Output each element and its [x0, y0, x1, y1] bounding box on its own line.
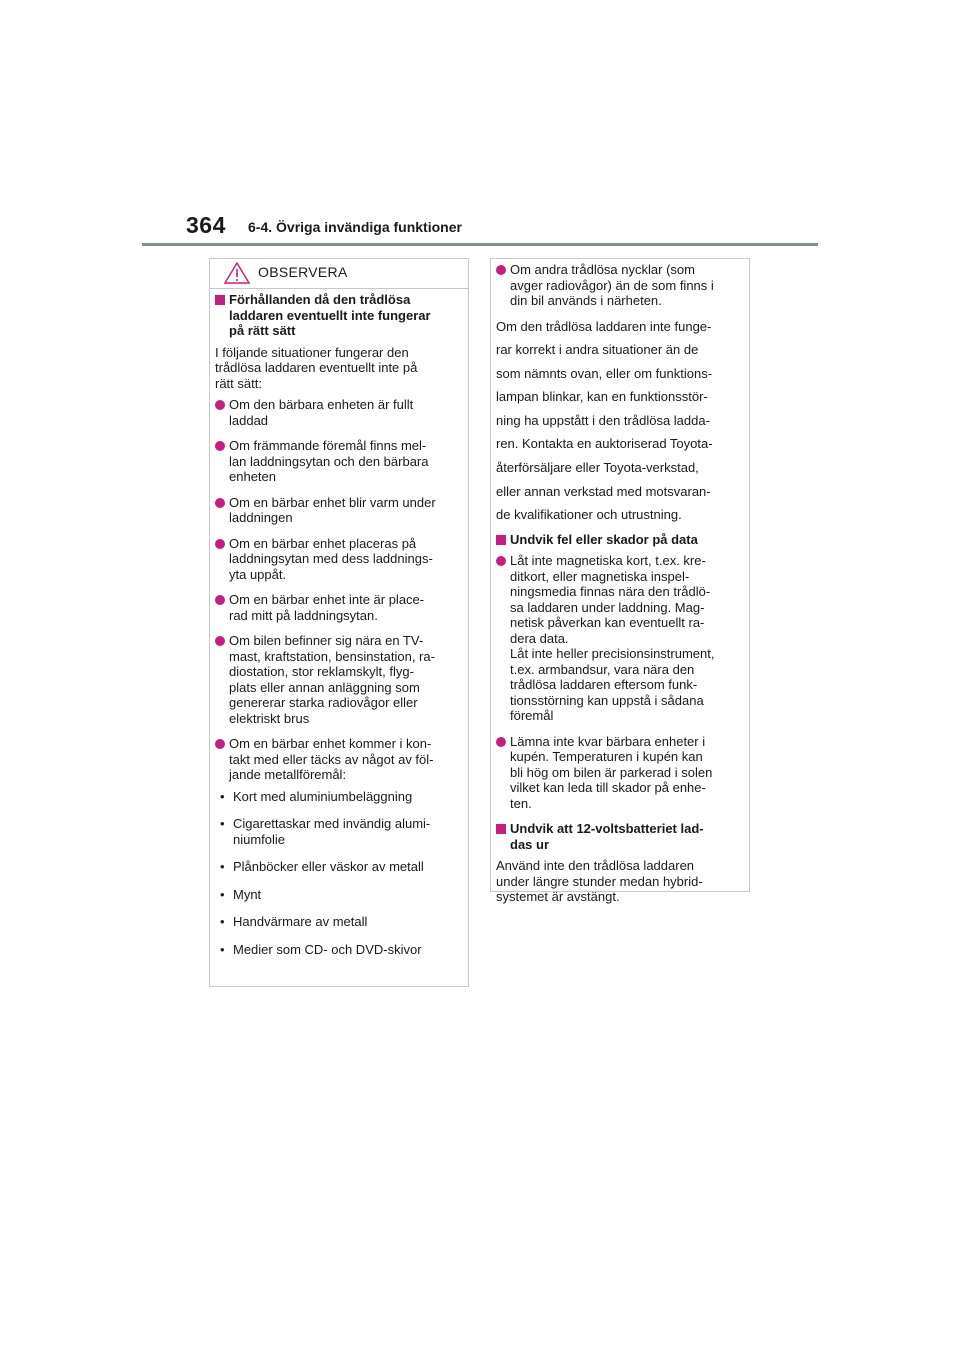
round-bullet-icon — [215, 441, 225, 451]
sub-bullet-mark: • — [220, 859, 225, 874]
list-item — [215, 592, 460, 623]
sub-bullet-mark: • — [220, 941, 225, 957]
sub-bullet-mark: • — [220, 886, 225, 902]
round-bullet-icon — [215, 498, 225, 508]
round-bullet-icon — [496, 737, 506, 747]
sub-list-item-text: Mynt — [233, 886, 262, 902]
notice-box-right — [490, 258, 750, 905]
sub-bullet-mark: • — [220, 788, 225, 804]
section-title: 6-4. Övriga invändiga funktioner — [248, 219, 462, 235]
round-bullet-icon — [215, 539, 225, 549]
sub-list-item-text: Kort med aluminiumbeläggning — [233, 788, 413, 804]
notice-box-left — [209, 258, 469, 987]
list-item — [496, 734, 741, 812]
page-number: 364 — [186, 212, 226, 238]
sub-list-item-text: Cigarettaskar med invändig alumi- niumfolie — [233, 816, 431, 847]
sub-list-item-text: Medier som CD- och DVD-skivor — [233, 941, 422, 957]
header-rule — [142, 243, 818, 246]
sub-list-item — [215, 859, 460, 875]
list-item — [215, 397, 460, 428]
section-heading — [496, 821, 741, 852]
round-bullet-icon — [215, 595, 225, 605]
sub-bullet-mark: • — [220, 816, 225, 831]
list-item — [215, 633, 460, 726]
sub-list-item — [215, 887, 460, 903]
square-bullet-icon — [215, 295, 225, 305]
list-item-text: Om främmande föremål finns mel- lan laddningsytan och den bärbara enheten — [229, 438, 429, 484]
sub-list-item — [215, 942, 460, 958]
round-bullet-icon — [215, 636, 225, 646]
paragraph: Om den trådlösa laddaren inte funge- rar korrekt i andra situationer än de som nämnts ovan, eller om funktions- lampan blinkar, kan en funktionsstör- ning ha uppstått i den trådlösa ladda- ren. Kontakta en auktoriserad Toyota- återförsäljare eller Toyota-verkstad, eller annan verkstad med motsvaran- de kvalifikationer och utrustning. — [496, 318, 713, 523]
list-item-text: Lämna inte kvar bärbara enheter i kupén. Temperaturen i kupén kan bli hög om bilen är parkerad i solen vilket kan leda till skador på enhe- ten. — [510, 733, 713, 811]
list-item — [496, 262, 741, 309]
list-item — [215, 536, 460, 583]
list-item-text: Om den bärbara enheten är fullt laddad — [229, 397, 414, 428]
list-item-text: Om en bärbar enhet blir varm under laddningen — [229, 494, 436, 525]
intro-paragraph: I följande situationer fungerar den trådlösa laddaren eventuellt inte på rätt sätt: — [215, 344, 418, 391]
list-item — [215, 495, 460, 526]
round-bullet-icon — [496, 556, 506, 566]
sub-list-item-text: Handvärmare av metall — [233, 914, 368, 929]
round-bullet-icon — [215, 739, 225, 749]
heading-text: Förhållanden då den trådlösa laddaren eventuellt inte fungerar på rätt sätt — [229, 292, 431, 338]
square-bullet-icon — [496, 824, 506, 834]
section-heading — [496, 532, 741, 548]
notice-header — [210, 259, 468, 289]
sub-bullet-mark: • — [220, 914, 225, 929]
sub-list-item — [215, 816, 460, 847]
heading-text: Undvik att 12-voltsbatteriet lad- das ur — [510, 821, 704, 852]
warning-triangle-icon — [224, 262, 250, 284]
sub-list-item — [215, 789, 460, 805]
list-item-text: Om en bärbar enhet kommer i kon- takt med eller täcks av något av föl- jande metallföremål: — [229, 736, 434, 782]
list-item-text: Om en bärbar enhet placeras på laddningsytan med dess laddnings- yta uppåt. — [229, 535, 433, 582]
list-item-text: Om bilen befinner sig nära en TV- mast, kraftstation, bensinstation, ra- diostation, stor reklamskylt, flyg- plats eller annan anläggning som genererar starka radiovågor eller elektriskt brus — [229, 633, 435, 726]
list-item — [496, 553, 741, 724]
sub-list-item-text: Plånböcker eller väskor av metall — [233, 859, 424, 874]
sub-list-item — [215, 914, 460, 930]
section-heading — [215, 292, 460, 339]
list-item — [215, 736, 460, 783]
list-item-text: Låt inte magnetiska kort, t.ex. kre- ditkort, eller magnetiska inspel- ningsmedia finnas nära den trådlö- sa laddaren under laddning. Mag- netisk påverkan kan eventuellt ra- dera data. Låt inte heller precisionsinstrument, t.ex. armbandsur, vara nära den trådlösa laddaren eftersom funk- tionsstörning kan uppstå i sådana föremål — [510, 553, 715, 724]
list-item-text: Om andra trådlösa nycklar (som avger radiovågor) än de som finns i din bil används i närheten. — [510, 262, 714, 308]
round-bullet-icon — [215, 400, 225, 410]
notice-label: OBSERVERA — [258, 264, 348, 280]
heading-text: Undvik fel eller skador på data — [510, 531, 698, 547]
list-item — [215, 438, 460, 485]
paragraph: Använd inte den trådlösa laddaren under längre stunder medan hybrid- systemet är avstängt. — [496, 858, 703, 905]
list-item-text: Om en bärbar enhet inte är place- rad mitt på laddningsytan. — [229, 592, 425, 623]
square-bullet-icon — [496, 535, 506, 545]
round-bullet-icon — [496, 265, 506, 275]
